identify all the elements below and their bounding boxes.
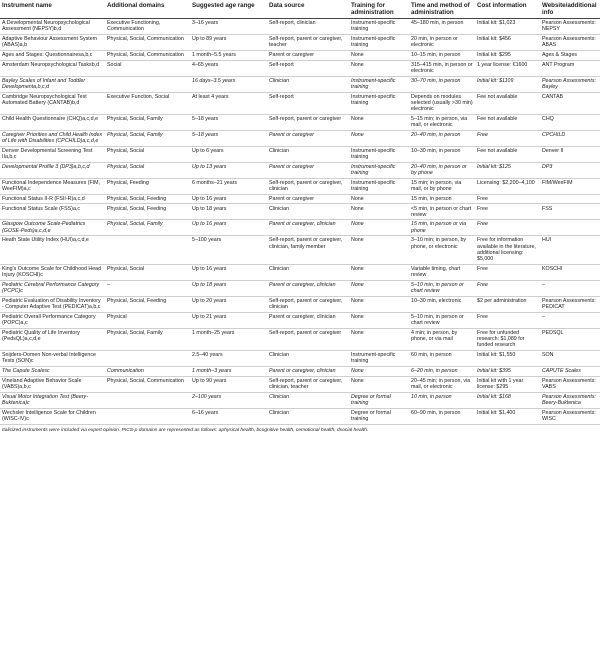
cell-training: None [349,204,409,220]
header-time-method: Time and method of administration [409,0,475,19]
cell-age-range: Up to 16 years [190,194,267,204]
cell-additional-domains [105,408,190,424]
cell-time-method: Variable timing, chart review [409,264,475,280]
cell-training: Instrument-specific training [349,34,409,50]
cell-website: Denver II [540,146,600,162]
header-cost: Cost information [475,0,540,19]
cell-cost: Free [475,312,540,328]
cell-time-method: <5 min, in person or chart review [409,204,475,220]
cell-instrument-name: Visual Motor Integration Test (Beery-Buktenica)c [0,392,105,408]
cell-data-source: Parent or caregiver [267,130,349,146]
cell-cost: Initial kit with 1 year license: $295 [475,376,540,392]
cell-data-source: Self-report, parent or caregiver, clinician [267,296,349,312]
cell-time-method: 4 min; in person, by phone, or via mail [409,328,475,350]
cell-training: None [349,264,409,280]
cell-additional-domains: Physical, Social, Communication [105,34,190,50]
cell-time-method: 5–10 min, in person or chart review [409,280,475,296]
cell-time-method: 20–40 min, in person [409,130,475,146]
table-row [0,146,600,162]
cell-instrument-name: Functional Status II-R (FSII-R)a,c,d [0,194,105,204]
cell-website: KOSCHI [540,264,600,280]
cell-cost: Licensing: $2,200–4,100 [475,178,540,194]
cell-instrument-name: Cambridge Neuropsychological Test Automated Battery (CANTAB)b,d [0,92,105,114]
cell-cost: 1 year license: €1600 [475,60,540,76]
cell-instrument-name: Wechsler Intelligence Scale for Children (WISC-IV)c [0,408,105,424]
cell-additional-domains: Physical [105,312,190,328]
cell-age-range: Up to 16 years [190,220,267,236]
cell-cost: Free for unfunded research: $1,089 for funded research [475,328,540,350]
cell-website: Pearson Assessments: Bayley [540,76,600,92]
cell-training: None [349,296,409,312]
cell-cost: Initial kit: $295 [475,50,540,60]
cell-cost: Fee not available [475,114,540,130]
cell-training: None [349,220,409,236]
cell-instrument-name: The Capute Scalesc [0,366,105,376]
cell-website: CANTAB [540,92,600,114]
cell-time-method: 20 min, in person or electronic [409,34,475,50]
cell-instrument-name: Caregiver Priorities and Child Health Index of Life with Disabilities (CPCHILD)a,c,d,e [0,130,105,146]
cell-training: None [349,194,409,204]
cell-cost: Free [475,220,540,236]
cell-time-method: 3–10 min; in person, by phone, or electronic [409,236,475,265]
cell-instrument-name: Child Health Questionnaire (CHQ)a,c,d,e [0,114,105,130]
cell-instrument-name: A Developmental Neuropsychological Assessment (NEPSY)b,d [0,19,105,35]
cell-instrument-name: Adaptive Behaviour Assessment System (ABAS)a,b [0,34,105,50]
cell-training: None [349,328,409,350]
cell-data-source: Self-report, parent or caregiver, clinician, teacher [267,376,349,392]
cell-age-range: 1 month–5.5 years [190,50,267,60]
table-row [0,328,600,350]
cell-training: None [349,114,409,130]
cell-additional-domains: Physical, Social [105,162,190,178]
table-row [0,194,600,204]
cell-training: Instrument-specific training [349,19,409,35]
cell-website: HUI [540,236,600,265]
cell-instrument-name: Ages and Stages: Questionnairesa,b,c [0,50,105,60]
cell-age-range: Up to 21 years [190,312,267,328]
table-row [0,92,600,114]
cell-data-source: Parent or caregiver, clinician [267,366,349,376]
cell-training: Instrument-specific training [349,76,409,92]
table-row [0,220,600,236]
cell-additional-domains [105,350,190,366]
cell-website: CAPUTE Scales [540,366,600,376]
cell-cost: Initial kit: $168 [475,392,540,408]
cell-time-method: 20–45 min; in person, via mail, or electronic [409,376,475,392]
cell-additional-domains: Executive Function, Social [105,92,190,114]
cell-training: None [349,280,409,296]
cell-cost: Fee not available [475,92,540,114]
cell-age-range: Up to 6 years [190,146,267,162]
cell-data-source: Clinician [267,392,349,408]
table-row [0,178,600,194]
table-row [0,280,600,296]
cell-data-source: Parent or caregiver, clinician [267,312,349,328]
cell-website: Ages & Stages [540,50,600,60]
cell-instrument-name: Pediatric Overall Performance Category (POPC)a,c [0,312,105,328]
table-footnote: Italicized instruments were included via expert opinion. PICS-p domains are represented as follows: aphysical health, bcognitive health, cemotional health, dsocial health. [2,427,369,433]
cell-additional-domains [105,76,190,92]
cell-additional-domains: Physical, Social, Communication [105,50,190,60]
cell-age-range: 6–16 years [190,408,267,424]
cell-website: – [540,280,600,296]
cell-training: Degree or formal training [349,408,409,424]
cell-instrument-name: Pediatric Cerebral Performance Category (PCPC)c [0,280,105,296]
table-row [0,264,600,280]
cell-data-source: Clinician [267,146,349,162]
cell-time-method: 10–15 min, in person [409,50,475,60]
cell-additional-domains: Executive Functioning, Communication [105,19,190,35]
table-row [0,114,600,130]
cell-website: Pearson Assessments: NEPSY [540,19,600,35]
cell-training: Instrument-specific training [349,162,409,178]
cell-website: – [540,312,600,328]
cell-age-range: Up to 90 years [190,376,267,392]
cell-age-range: Up to 20 years [190,296,267,312]
table-row [0,296,600,312]
cell-age-range: 4–65 years [190,60,267,76]
cell-data-source: Self-report, parent or caregiver [267,328,349,350]
cell-age-range: Up to 13 years [190,162,267,178]
cell-training: None [349,312,409,328]
cell-cost: Free [475,280,540,296]
cell-website: Pearson Assessments: WISC [540,408,600,424]
cell-data-source: Self-report, parent or caregiver, teacher [267,34,349,50]
cell-additional-domains: Physical, Social, Communication [105,376,190,392]
cell-training: Instrument-specific training [349,350,409,366]
cell-additional-domains [105,236,190,265]
cell-training: None [349,50,409,60]
cell-instrument-name: Pediatric Evaluation of Disability Inventory - Computer Adaptive Test (PEDICAT)a,b,c [0,296,105,312]
cell-website: ANT Program [540,60,600,76]
cell-time-method: 5–15 min; in person, via mail, or electronic [409,114,475,130]
header-data-source: Data source [267,0,349,19]
cell-website [540,194,600,204]
cell-additional-domains: Physical, Social, Family [105,130,190,146]
cell-cost: Initial kit: $1,023 [475,19,540,35]
cell-age-range: 3–16 years [190,19,267,35]
cell-website: SON [540,350,600,366]
cell-age-range: 5–18 years [190,114,267,130]
cell-age-range: At least 4 years [190,92,267,114]
header-age-range: Suggested age range [190,0,267,19]
cell-data-source: Clinician [267,76,349,92]
table-row [0,130,600,146]
cell-training: Degree or formal training [349,392,409,408]
cell-instrument-name: King's Outcome Scale for Childhood Head Injury (KOSCHI)c [0,264,105,280]
cell-cost: Initial kit: $456 [475,34,540,50]
table-row [0,60,600,76]
table-body [0,19,600,425]
cell-age-range: 2.5–40 years [190,350,267,366]
cell-data-source: Clinician [267,264,349,280]
cell-time-method: 60–90 min, in person [409,408,475,424]
cell-time-method: 10–30 min, electronic [409,296,475,312]
cell-training: Instrument-specific training [349,146,409,162]
cell-time-method: 15 min; in person, via mail, or by phone [409,178,475,194]
cell-age-range: Up to 18 years [190,280,267,296]
cell-cost: Initial kit: $1,400 [475,408,540,424]
cell-cost: Free [475,194,540,204]
cell-training: None [349,366,409,376]
cell-website: CHQ [540,114,600,130]
table-row [0,50,600,60]
cell-training: None [349,60,409,76]
cell-data-source: Clinician [267,350,349,366]
cell-instrument-name: Functional Status Scale (FSS)a,c [0,204,105,220]
table-row [0,312,600,328]
cell-time-method: 60 min, in person [409,350,475,366]
cell-instrument-name: Amsterdam Neuropsychological Tasksb,d [0,60,105,76]
cell-age-range: 2–100 years [190,392,267,408]
cell-training: None [349,236,409,265]
cell-data-source: Parent or caregiver [267,50,349,60]
cell-instrument-name: Snijders-Oomen Non-verbal Intelligence Tests (SON)c [0,350,105,366]
cell-training: Instrument-specific training [349,178,409,194]
table-row [0,34,600,50]
cell-website: DP3 [540,162,600,178]
cell-age-range: 1 month–3 years [190,366,267,376]
cell-additional-domains: Physical, Social, Family [105,220,190,236]
cell-additional-domains: Physical, Social [105,146,190,162]
cell-time-method: 10–30 min, in person [409,146,475,162]
cell-additional-domains: Physical, Social, Family [105,114,190,130]
cell-website: CPCHILD [540,130,600,146]
cell-time-method: 20–40 min, in person or by phone [409,162,475,178]
cell-additional-domains: Physical, Social [105,264,190,280]
cell-additional-domains: Physical, Social, Family [105,328,190,350]
cell-time-method: 5–10 min, in person or chart review [409,312,475,328]
cell-data-source: Self-report [267,60,349,76]
cell-website: Pearson Assessments: PEDICAT [540,296,600,312]
cell-instrument-name: Glasgow Outcome Scale-Pediatrics (GOSE-Peds)a,c,d,e [0,220,105,236]
cell-additional-domains: Physical, Feeding [105,178,190,194]
cell-website: FSS [540,204,600,220]
cell-additional-domains: Communication [105,366,190,376]
cell-cost: Initial kit: $1109 [475,76,540,92]
cell-data-source: Clinician [267,408,349,424]
table-row [0,19,600,35]
table-header-row [0,0,600,19]
cell-time-method: 6–20 min, in person [409,366,475,376]
cell-additional-domains [105,392,190,408]
cell-cost: Free [475,130,540,146]
cell-age-range: 5–18 years [190,130,267,146]
table-row [0,162,600,178]
table-row [0,408,600,424]
cell-instrument-name: Vineland Adaptive Behavior Scale (VABS)a,b,c [0,376,105,392]
cell-instrument-name: Pediatric Quality of Life Inventory (PedsQL)a,c,d,e [0,328,105,350]
cell-instrument-name: Denver Developmental Screening Test IIa,b,c [0,146,105,162]
cell-age-range: Up to 16 years [190,264,267,280]
cell-time-method: 15 min, in person [409,194,475,204]
table-row [0,366,600,376]
cell-time-method: 15 min, in person or via phone [409,220,475,236]
cell-age-range: 6 months–21 years [190,178,267,194]
cell-age-range: Up to 18 years [190,204,267,220]
cell-age-range: 5–100 years [190,236,267,265]
table-row [0,350,600,366]
cell-data-source: Parent or caregiver, clinician [267,220,349,236]
cell-data-source: Clinician [267,204,349,220]
cell-website [540,220,600,236]
cell-training: None [349,376,409,392]
cell-instrument-name: Functional Independence Measures (FIM, WeeFIM)a,c [0,178,105,194]
header-website: Website/additional info [540,0,600,19]
cell-additional-domains: Physical, Social, Feeding [105,296,190,312]
cell-instrument-name: Developmental Profile 3 (DP3)a,b,c,d [0,162,105,178]
header-instrument-name: Instrument name [0,0,105,19]
cell-website: Pearson Assessments: VABS [540,376,600,392]
table-row [0,236,600,265]
table-row [0,76,600,92]
cell-additional-domains: Physical, Social, Feeding [105,204,190,220]
cell-cost: Free for information available in the literature, additional licensing: $5,000 [475,236,540,265]
cell-instrument-name: Heath State Utility Index (HUI)a,c,d,e [0,236,105,265]
cell-age-range: Up to 89 years [190,34,267,50]
cell-data-source: Parent or caregiver [267,194,349,204]
cell-additional-domains: – [105,280,190,296]
cell-website: Pearson Assessments: Beery-Buktenica [540,392,600,408]
cell-cost: Initial kit: $125 [475,162,540,178]
cell-cost: Fee not available [475,146,540,162]
cell-time-method: 45–180 min, in person [409,19,475,35]
cell-data-source: Self-report, parent or caregiver, clinician, family member [267,236,349,265]
cell-data-source: Self-report, clinician [267,19,349,35]
cell-training: Instrument-specific training [349,92,409,114]
table-row [0,376,600,392]
header-training: Training for administration [349,0,409,19]
cell-age-range: 16 days–3.5 years [190,76,267,92]
cell-data-source: Parent or caregiver, clinician [267,280,349,296]
cell-instrument-name: Bayley Scales of Infant and Toddler Developmenta,b,c,d [0,76,105,92]
cell-cost: Initial kit: $395 [475,366,540,376]
cell-website: FIM/WeeFIM [540,178,600,194]
cell-cost: $2 per administration [475,296,540,312]
cell-additional-domains: Physical, Social, Feeding [105,194,190,204]
cell-cost: Free [475,204,540,220]
cell-time-method: Depends on modules selected (usually >30 min) electronic [409,92,475,114]
cell-website: Pearson Assessments: ABAS [540,34,600,50]
cell-data-source: Self-report, parent or caregiver [267,114,349,130]
header-additional-domains: Additional domains [105,0,190,19]
cell-data-source: Self-report, parent or caregiver, clinician [267,178,349,194]
cell-time-method: 10 min, in person [409,392,475,408]
cell-time-method: 30–70 min, in person [409,76,475,92]
cell-cost: Free [475,264,540,280]
table-row [0,392,600,408]
cell-additional-domains: Social [105,60,190,76]
cell-cost: Initial kit: $1,550 [475,350,540,366]
cell-age-range: 1 month–25 years [190,328,267,350]
cell-data-source: Parent or caregiver [267,162,349,178]
cell-data-source: Self-report [267,92,349,114]
cell-training: None [349,130,409,146]
cell-time-method: 315–415 min, in person or electronic [409,60,475,76]
cell-website: PEDSQL [540,328,600,350]
table-row [0,204,600,220]
